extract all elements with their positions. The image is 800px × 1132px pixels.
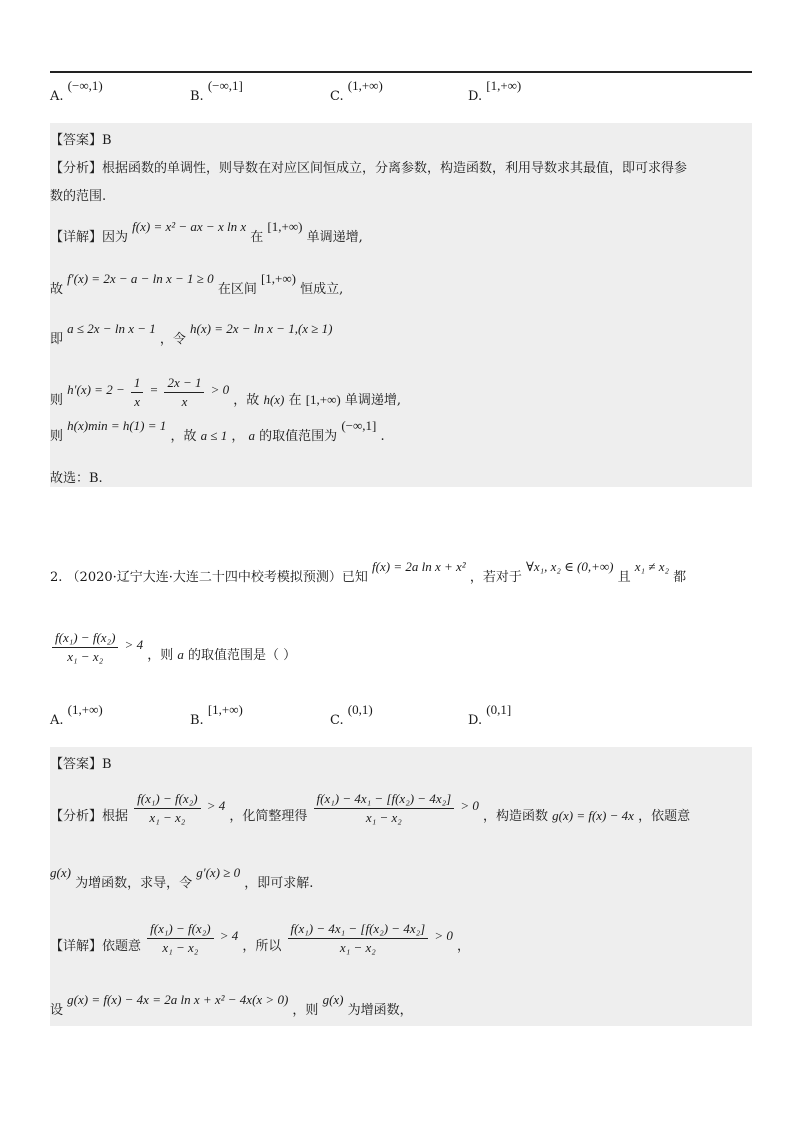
q2-option-d: D. (0,1] (468, 702, 512, 728)
a1-choose: 故选：B. (50, 471, 103, 486)
a1-analysis-line2: 数的范围. (50, 189, 107, 204)
q2-options (50, 702, 750, 730)
answer-block-2 (50, 747, 752, 1026)
a1-detail-line1: 【详解】因为 f(x) = x² − ax − x ln x 在 [1,+∞) 单调递增, (50, 219, 363, 245)
q1-option-b: B. (−∞,1] (190, 78, 243, 104)
a1-detail-line4: 则 h′(x) = 2 − $\frac{1}{x}$ = $\frac{2x - 1}{x}$ > 0 ，故 h(x) 在 [1,+∞) 单调递增, (50, 375, 401, 409)
q2-option-a: A. (1,+∞) (50, 702, 103, 728)
a2-analysis-line1: 【分析】根据 $\frac{\text{f(x₁) − f(x₂)}}{\text{x₁ − x₂}}$ > 4 ，化简整理得 $\frac{\text{f(x₁) − 4x₁ − [f(x₂) − 4x₂]}}{\text{x₁ − x₂}}$ > 0 ，构造函数 g(x) = f(x) − 4x ，依题意 (50, 791, 691, 825)
a2-detail-line2: 设 g(x) = f(x) − 4x = 2a ln x + x² − 4x(x > 0) ，则 g(x) 为增函数， (50, 992, 413, 1018)
a1-detail-line2: 故 f′(x) = 2x − a − ln x − 1 ≥ 0 在区间 [1,+∞) 恒成立, (50, 271, 344, 297)
a2-answer: 【答案】B (50, 757, 112, 772)
a2-detail-line1: 【详解】依题意 $\frac{\text{f(x₁) − f(x₂)}}{\text{x₁ − x₂}}$ > 4 ，所以 $\frac{\text{f(x₁) − 4x₁ − [f(x₂) − 4x₂]}}{\text{x₁ − x₂}}$ > 0 ， (50, 921, 470, 955)
q1-option-c: C. (1,+∞) (330, 78, 383, 104)
a2-fraction-4: $\frac{\text{f(x₁) − 4x₁ − [f(x₂) − 4x₂]}}{\text{x₁ − x₂}}$ (288, 921, 429, 956)
q2-option-c: C. (0,1) (330, 702, 373, 728)
a2-fraction-2: $\frac{\text{f(x₁) − 4x₁ − [f(x₂) − 4x₂]}}{\text{x₁ − x₂}}$ (314, 791, 455, 826)
q1-option-a: A. (−∞,1) (50, 78, 103, 104)
a2-analysis-line2: g(x) 为增函数，求导，令 g′(x) ≥ 0 ，即可求解. (50, 865, 314, 891)
a2-fraction-1: $\frac{\text{f(x₁) − f(x₂)}}{\text{x₁ − x₂}}$ (134, 791, 200, 826)
q1-option-d: D. [1,+∞) (468, 78, 522, 104)
top-rule (50, 71, 752, 73)
a1-detail-line5: 则 h(x)min = h(1) = 1 ，故 a ≤ 1 ， a 的取值范围为 (−∞,1] . (50, 418, 385, 444)
fraction-2x-minus-1-over-x: $\frac{2x - 1}{x}$ (164, 375, 204, 410)
fraction-1-over-x: $\frac{1}{x}$ (131, 375, 144, 410)
a1-detail-line3: 即 a ≤ 2x − ln x − 1 ，令 h(x) = 2x − ln x − 1,(x ≥ 1) (50, 321, 333, 347)
a2-fraction-3: $\frac{\text{f(x₁) − f(x₂)}}{\text{x₁ − x₂}}$ (147, 921, 213, 956)
q1-options (50, 78, 750, 106)
a1-answer: 【答案】B (50, 133, 112, 148)
q2-stem-line1: 2. （2020·辽宁大连·大连二十四中校考模拟预测）已知 f(x) = 2a ln x + x² ，若对于 ∀x₁, x₂ ∈ (0,+∞) 且 x₁ ≠ x₂ 都 (50, 559, 687, 585)
q2-stem-line2: $\frac{\text{f(x₁) − f(x₂)}}{\text{x₁ − x₂}}$ > 4 ，则 a 的取值范围是（ ） (50, 638, 296, 673)
a1-analysis-line1: 【分析】根据函数的单调性，则导数在对应区间恒成立，分离参数，构造函数，利用导数求其最值，即可求得参 (50, 161, 688, 176)
answer-block-1 (50, 123, 752, 487)
q2-fraction: $\frac{\text{f(x₁) − f(x₂)}}{\text{x₁ − x₂}}$ (52, 630, 118, 665)
q2-option-b: B. [1,+∞) (190, 702, 243, 728)
